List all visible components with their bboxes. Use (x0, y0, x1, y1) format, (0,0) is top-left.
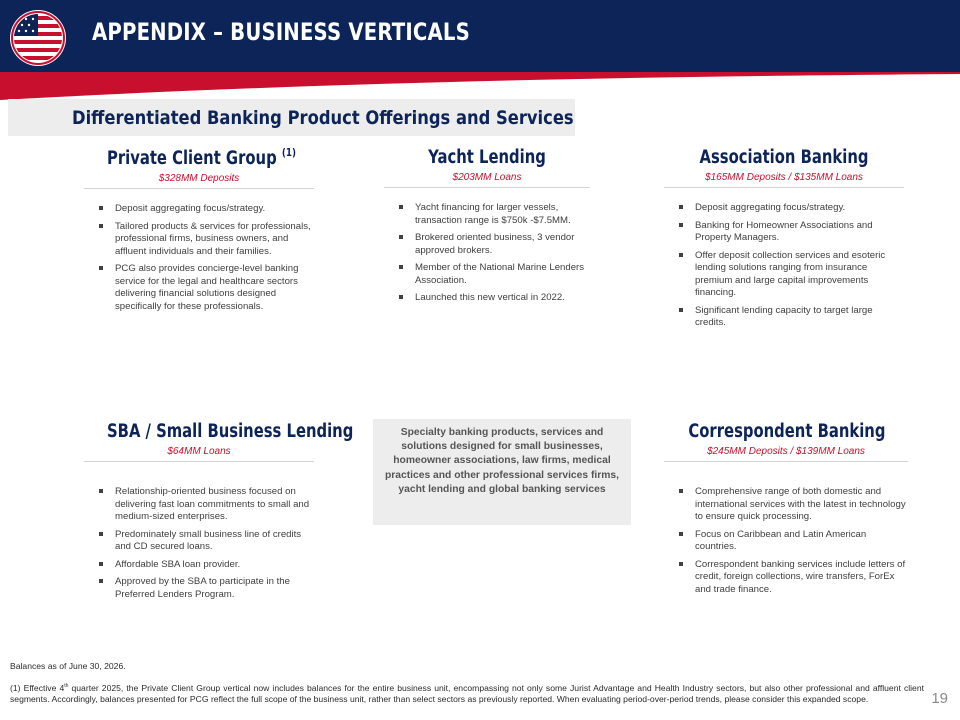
bullet-square-icon (679, 223, 683, 227)
bullet-item: Predominately small business line of credits and CD secured loans. (84, 529, 314, 554)
bullet-list (84, 486, 314, 601)
bullet-item: PCG also provides concierge-level banking service for the legal and healthcare sectors delivering financial solutions designed specifically for these professionals. (84, 263, 314, 313)
american-flag-logo (10, 10, 66, 66)
bullet-item: Brokered oriented business, 3 vendor approved brokers. (384, 232, 590, 257)
panel-title: SBA / Small Business Lending (107, 421, 354, 442)
bullet-item: Focus on Caribbean and Latin American countries. (664, 529, 908, 554)
footnote-1: (1) Effective 4th quarter 2025, the Private Client Group vertical now includes balances for the entire business unit, encompassing not only some Jurist Advantage and Health Industry sectors, but also other professional and affluent client segments. Accordingly, balances presented for PCG reflect the full scope of the business unit, rather than select sectors as previously reported. When evaluating period-over-period trends, please consider this expanded scope. (10, 682, 925, 704)
bullet-square-icon (399, 205, 403, 209)
specialty-banking-callout (373, 419, 631, 525)
bullet-item: Affordable SBA loan provider. (84, 559, 314, 572)
panel-title: Correspondent Banking (688, 421, 886, 442)
bullet-item: Deposit aggregating focus/strategy. (664, 202, 904, 215)
panel-yacht-lending (384, 147, 590, 310)
bullet-square-icon (679, 562, 683, 566)
bullet-list (664, 202, 904, 330)
bullet-square-icon (399, 235, 403, 239)
bullet-list (384, 202, 590, 305)
panel-subtitle: $165MM Deposits / $135MM Loans (664, 172, 904, 188)
bullet-square-icon (99, 532, 103, 536)
bullet-square-icon (99, 489, 103, 493)
panel-title: Yacht Lending (428, 147, 546, 168)
panel-subtitle: $245MM Deposits / $139MM Loans (664, 446, 908, 462)
bullet-list (664, 486, 908, 596)
page-number: 19 (931, 690, 948, 707)
bullet-item: Tailored products & services for professionals, professional firms, business owners, and affluent individuals and their families. (84, 221, 314, 259)
panel-association-banking (664, 147, 904, 335)
flag-icon (10, 10, 66, 66)
panel-title-text: Private Client Group (107, 148, 277, 170)
bullet-square-icon (679, 205, 683, 209)
bullet-square-icon (99, 206, 103, 210)
bullet-item: Approved by the SBA to participate in the Preferred Lenders Program. (84, 576, 314, 601)
panel-subtitle: $328MM Deposits (84, 173, 314, 189)
bullet-item: Member of the National Marine Lenders Association. (384, 262, 590, 287)
balances-note: Balances as of June 30, 2026. (10, 661, 126, 671)
bullet-square-icon (679, 532, 683, 536)
bullet-square-icon (399, 295, 403, 299)
bullet-square-icon (99, 562, 103, 566)
bullet-square-icon (99, 266, 103, 270)
bullet-square-icon (99, 224, 103, 228)
panel-sba-small-business-lending (84, 421, 354, 606)
bullet-item: Offer deposit collection services and esoteric lending solutions ranging from insurance premium and large capital improvements financing. (664, 250, 904, 300)
page-title: APPENDIX – BUSINESS VERTICALS (92, 18, 470, 46)
header-bar (0, 0, 960, 73)
bullet-item: Relationship-oriented business focused on delivering fast loan commitments to small and medium-sized enterprises. (84, 486, 314, 524)
section-banner (8, 99, 575, 136)
bullet-item: Yacht financing for larger vessels, transaction range is $750k -$7.5MM. (384, 202, 590, 227)
panel-subtitle: $64MM Loans (84, 446, 314, 462)
callout-text: Specialty banking products, services and solutions designed for small businesses, homeowner associations, law firms, medical practices and other professional services firms, yacht lending and global banking services (384, 427, 620, 495)
bullet-item: Launched this new vertical in 2022. (384, 292, 590, 305)
bullet-item: Banking for Homeowner Associations and Property Managers. (664, 220, 904, 245)
bullet-list (84, 203, 314, 313)
banner-title: Differentiated Banking Product Offerings and Services (72, 107, 574, 129)
bullet-square-icon (679, 489, 683, 493)
bullet-item: Significant lending capacity to target large credits. (664, 305, 904, 330)
panel-private-client-group (84, 147, 314, 318)
header-swoosh (0, 72, 960, 102)
bullet-square-icon (679, 308, 683, 312)
bullet-square-icon (679, 253, 683, 257)
panel-title (107, 146, 297, 170)
footnote-ref: (1) (281, 146, 297, 159)
bullet-item: Correspondent banking services include letters of credit, foreign collections, wire transfers, ForEx and trade finance. (664, 559, 908, 597)
panel-subtitle: $203MM Loans (384, 172, 590, 188)
panel-correspondent-banking (664, 421, 908, 601)
bullet-square-icon (399, 265, 403, 269)
panel-title: Association Banking (699, 147, 869, 168)
bullet-item: Deposit aggregating focus/strategy. (84, 203, 314, 216)
bullet-square-icon (99, 579, 103, 583)
bullet-item: Comprehensive range of both domestic and international services with the latest in technology to ensure quick processing. (664, 486, 908, 524)
